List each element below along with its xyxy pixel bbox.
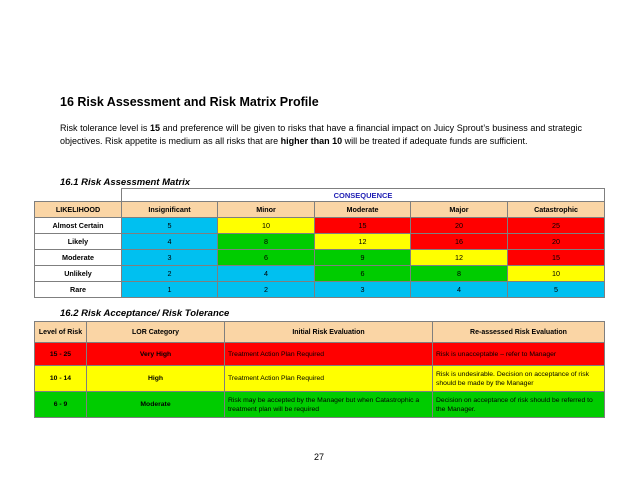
matrix-row [35, 218, 605, 234]
risk-score-cell: 20 [508, 234, 605, 250]
acceptance-row [35, 392, 605, 418]
initial-evaluation: Risk may be accepted by the Manager but when Catastrophic a treatment plan will be required [225, 392, 433, 418]
reassessed-evaluation: Decision on acceptance of risk should be referred to the Manager. [433, 392, 605, 418]
reassessed-evaluation: Risk is undesirable. Decision on acceptance of risk should be made by the Manager [433, 366, 605, 392]
risk-score-cell: 1 [122, 282, 218, 298]
lor-category: Very High [87, 343, 225, 366]
matrix-row [35, 250, 605, 266]
matrix-row [35, 266, 605, 282]
risk-score-cell: 6 [315, 266, 411, 282]
risk-score-cell: 2 [122, 266, 218, 282]
matrix-corner [35, 189, 122, 202]
lor-category: High [87, 366, 225, 392]
risk-level-range: 6 - 9 [35, 392, 87, 418]
risk-score-cell: 6 [218, 250, 315, 266]
initial-evaluation: Treatment Action Plan Required [225, 343, 433, 366]
intro-text-3: will be treated if adequate funds are sufficient. [342, 135, 528, 146]
risk-score-cell: 15 [508, 250, 605, 266]
risk-score-cell: 4 [411, 282, 508, 298]
risk-acceptance-table [34, 321, 605, 418]
matrix-row [35, 234, 605, 250]
reassessed-evaluation: Risk is unacceptable – refer to Manager [433, 343, 605, 366]
likelihood-label: Likely [35, 234, 122, 250]
risk-score-cell: 16 [411, 234, 508, 250]
intro-paragraph [60, 122, 582, 147]
risk-score-cell: 12 [411, 250, 508, 266]
section-title: 16 Risk Assessment and Risk Matrix Profile [60, 95, 319, 109]
risk-level-range: 10 - 14 [35, 366, 87, 392]
risk-score-cell: 8 [218, 234, 315, 250]
risk-score-cell: 3 [315, 282, 411, 298]
likelihood-header: LIKELIHOOD [35, 202, 122, 218]
acceptance-row [35, 343, 605, 366]
subsection-title-matrix: 16.1 Risk Assessment Matrix [60, 177, 191, 188]
risk-score-cell: 9 [315, 250, 411, 266]
column-header: Insignificant [122, 202, 218, 218]
risk-score-cell: 3 [122, 250, 218, 266]
intro-bold-1: 15 [149, 123, 160, 133]
risk-score-cell: 12 [315, 234, 411, 250]
likelihood-label: Rare [35, 282, 122, 298]
risk-score-cell: 10 [218, 218, 315, 234]
initial-evaluation: Treatment Action Plan Required [225, 366, 433, 392]
risk-score-cell: 4 [122, 234, 218, 250]
acceptance-row [35, 366, 605, 392]
acceptance-header: LOR Category [87, 322, 225, 343]
risk-score-cell: 5 [508, 282, 605, 298]
risk-score-cell: 10 [508, 266, 605, 282]
risk-level-range: 15 - 25 [35, 343, 87, 366]
column-header: Moderate [315, 202, 411, 218]
column-header: Catastrophic [508, 202, 605, 218]
page-number: 27 [313, 452, 324, 462]
consequence-header: CONSEQUENCE [122, 189, 605, 202]
acceptance-header: Re-assessed Risk Evaluation [433, 322, 605, 343]
acceptance-header: Initial Risk Evaluation [225, 322, 433, 343]
intro-text-2: and preference will be given to risks that have a financial impact on Juicy Sprout’s business and strategic objectives. Risk appetite is medium as all risks that are [60, 123, 582, 146]
risk-score-cell: 15 [315, 218, 411, 234]
likelihood-label: Almost Certain [35, 218, 122, 234]
intro-bold-2: higher than 10 [280, 135, 343, 146]
risk-score-cell: 25 [508, 218, 605, 234]
column-header: Minor [218, 202, 315, 218]
subsection-title-acceptance: 16.2 Risk Acceptance/ Risk Tolerance [60, 308, 230, 319]
acceptance-header: Level of Risk [35, 322, 87, 343]
matrix-row [35, 282, 605, 298]
risk-score-cell: 4 [218, 266, 315, 282]
risk-score-cell: 2 [218, 282, 315, 298]
lor-category: Moderate [87, 392, 225, 418]
risk-score-cell: 8 [411, 266, 508, 282]
risk-assessment-matrix [34, 188, 605, 298]
column-header: Major [411, 202, 508, 218]
risk-score-cell: 5 [122, 218, 218, 234]
risk-score-cell: 20 [411, 218, 508, 234]
likelihood-label: Unlikely [35, 266, 122, 282]
intro-text-1: Risk tolerance level is [60, 123, 150, 133]
likelihood-label: Moderate [35, 250, 122, 266]
